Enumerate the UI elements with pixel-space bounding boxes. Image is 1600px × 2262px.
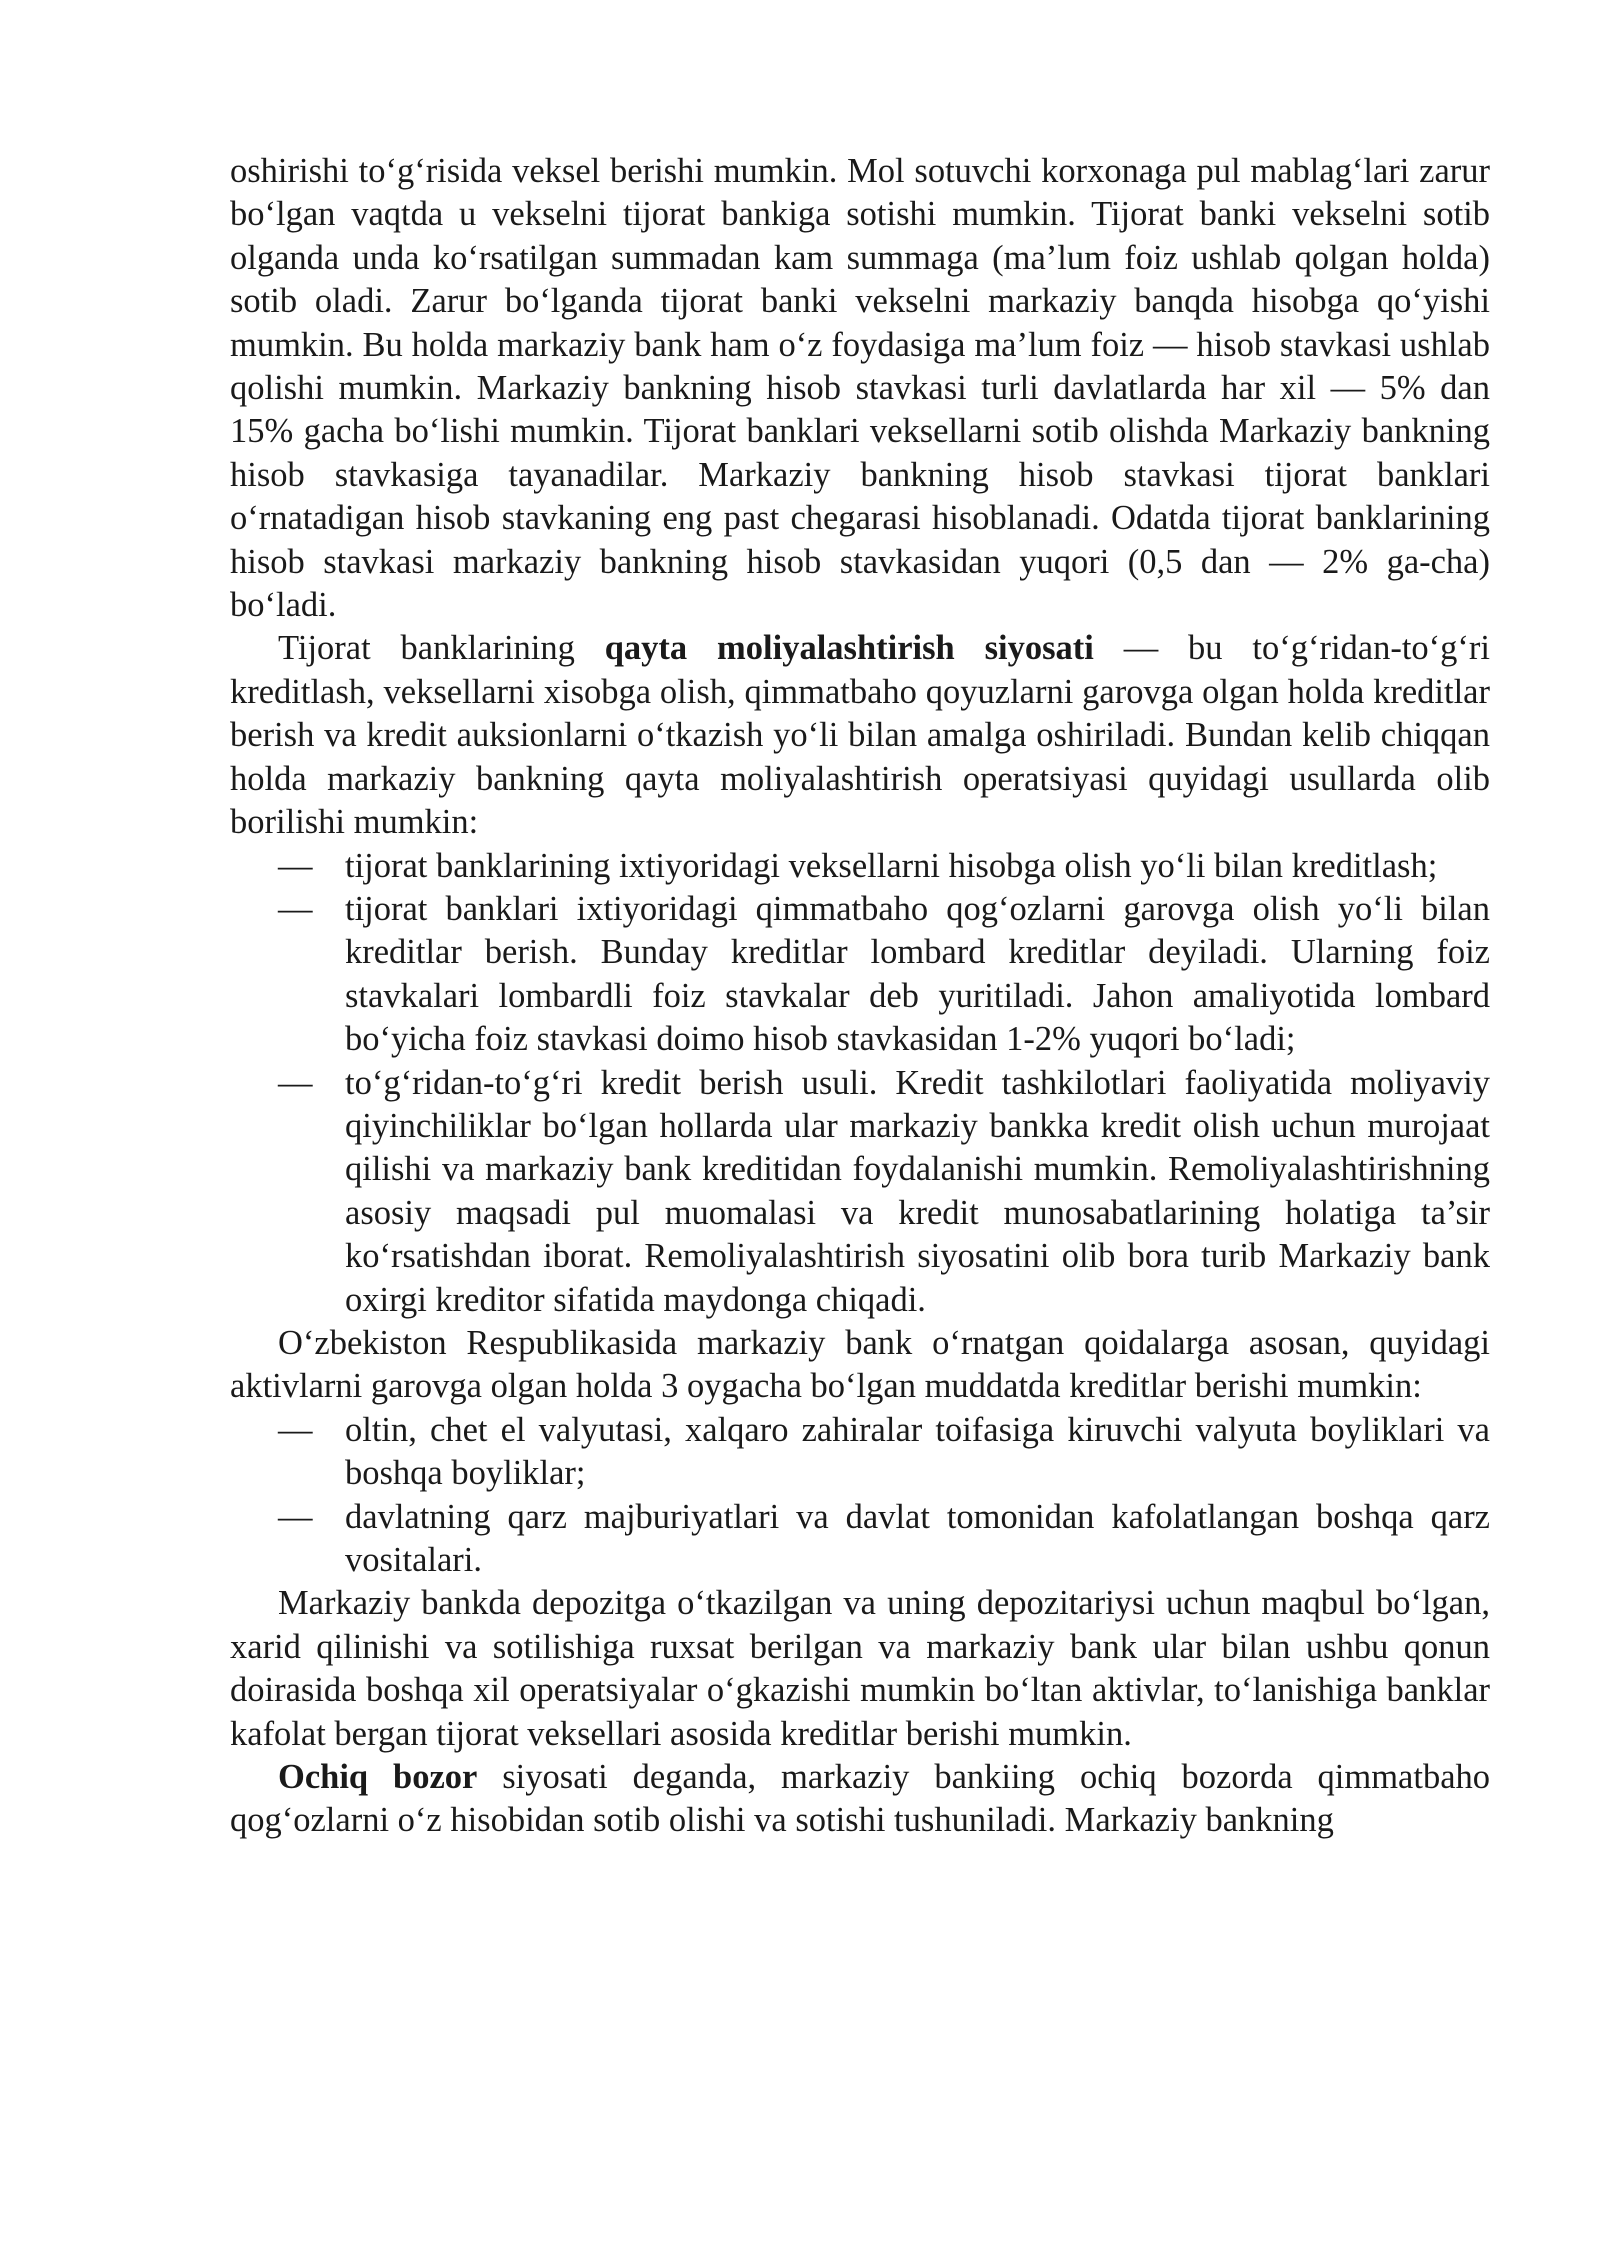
paragraph-text: siyosati deganda, markaziy bankiing ochiq bozorda qimmatbaho qog‘ozlarni o‘z hisobidan sotib olishi va sotishi tushuniladi. Markaziy bankning: [230, 1758, 1491, 1840]
refinancing-methods-list: [230, 845, 1490, 1322]
list-item-text: to‘g‘ridan-to‘g‘ri kredit berish usuli. Kredit tashkilotlari faoliyatida moliyaviy qiyinchiliklar bo‘lgan hollarda ular markaziy bankka kredit olish uchun murojaat qilishi va markaziy bank kreditidan foydalanishi mumkin. Remoliyalashtirishning asosiy maqsadi pul muomalasi va kredit munosabatlarining holatiga ta’sir ko‘rsatishdan iborat. Remoliyalashtirish siyosatini olib bora turib Markaziy bank oxirgi kreditor sifatida maydonga chiqadi.: [345, 1063, 1490, 1319]
list-item-text: oltin, chet el valyutasi, xalqaro zahiralar toifasiga kiruvchi valyuta boyliklari va boshqa boyliklar;: [345, 1410, 1490, 1493]
paragraph-veksel: oshirishi to‘g‘risida veksel berishi mumkin. Mol sotuvchi korxonaga pul mablag‘lari zarur bo‘lgan vaqtda u vekselni tijorat bankiga sotishi mumkin. Tijorat banki vekselni sotib olganda unda ko‘rsatilgan summadan kam summaga (ma’lum foiz ushlab qolgan holda) sotib oladi. Zarur bo‘lganda tijorat banki vekselni markaziy banqda hisobga qo‘yishi mumkin. Bu holda markaziy bank ham o‘z foydasiga ma’lum foiz — hisob stavkasi ushlab qolishi mumkin. Markaziy bankning hisob stavkasi turli davlatlarda har xil — 5% dan 15% gacha bo‘lishi mumkin. Tijorat banklari veksellarni sotib olishda Markaziy bankning hisob stavkasiga tayanadilar. Markaziy bankning hisob stavkasi tijorat banklari o‘rnatadigan hisob stavkaning eng past chegarasi hisoblanadi. Odatda tijorat banklarining hisob stavkasi markaziy bankning hisob stavkasidan yuqori (0,5 dan — 2% ga-cha) bo‘ladi.: [230, 152, 1490, 625]
paragraph-refinancing-policy: [230, 627, 1490, 844]
paragraph-text: — bu to‘g‘ridan-to‘g‘ri kreditlash, veksellarni xisobga olish, qimmatbaho qoyuzlarni garovga olgan holda kreditlar berish va kredit auksionlarni o‘tkazish yo‘li bilan amalga oshiriladi. Bundan kelib chiqqan holda markaziy bankning qayta moliyalashtirish operatsiyasi quyidagi usullarda olib borilishi mumkin:: [230, 629, 1490, 842]
dash-bullet: —: [278, 846, 313, 885]
paragraph-deposit-assets: Markaziy bankda depozitga o‘tkazilgan va uning depozitariysi uchun maqbul bo‘lgan, xarid qilinishi va sotilishiga ruxsat berilgan va markaziy bank ular bilan ushbu qonun doirasida boshqa xil operatsiyalar o‘gkazishi mumkin bo‘ltan aktivlar, to‘lanishiga banklar kafolat bergan tijorat veksellari asosida kreditlar berishi mumkin.: [230, 1584, 1490, 1753]
paragraph-text: Tijorat banklarining: [278, 629, 605, 668]
list-item-text: tijorat banklari ixtiyoridagi qimmatbaho qog‘ozlarni garovga olish yo‘li bilan kreditlar berish. Bunday kreditlar lombard kreditlar deyiladi. Ularning foiz stavkalari lombardli foiz stavkalar deb yuritiladi. Jahon amaliyotida lombard bo‘yicha foiz stavkasi doimo hisob stavkasidan 1-2% yuqori bo‘ladi;: [345, 889, 1490, 1059]
list-item-text: tijorat banklarining ixtiyoridagi veksellarni hisobga olish yo‘li bilan kreditlash;: [345, 846, 1438, 885]
paragraph-uzbekistan: O‘zbekiston Respublikasida markaziy bank o‘rnatgan qoidalarga asosan, quyidagi aktivlarni garovga olgan holda 3 oygacha bo‘lgan muddatda kreditlar berishi mumkin:: [230, 1323, 1490, 1406]
bold-term-open-market: Ochiq bozor: [278, 1758, 478, 1797]
list-item: [278, 888, 1490, 1062]
list-item: [278, 845, 1490, 888]
dash-bullet: —: [278, 889, 313, 928]
dash-bullet: —: [278, 1497, 313, 1536]
dash-bullet: —: [278, 1410, 313, 1449]
paragraph-open-market: [230, 1756, 1490, 1843]
list-item: [278, 1409, 1490, 1496]
list-item: [278, 1496, 1490, 1583]
list-item: [278, 1062, 1490, 1322]
bold-term-refinancing: qayta moliyalashtirish siyosati: [604, 629, 1094, 668]
dash-bullet: —: [278, 1063, 313, 1102]
document-page: [230, 150, 1490, 1843]
collateral-assets-list: [230, 1409, 1490, 1583]
list-item-text: davlatning qarz majburiyatlari va davlat tomonidan kafolatlangan boshqa qarz vositalari.: [345, 1497, 1490, 1579]
